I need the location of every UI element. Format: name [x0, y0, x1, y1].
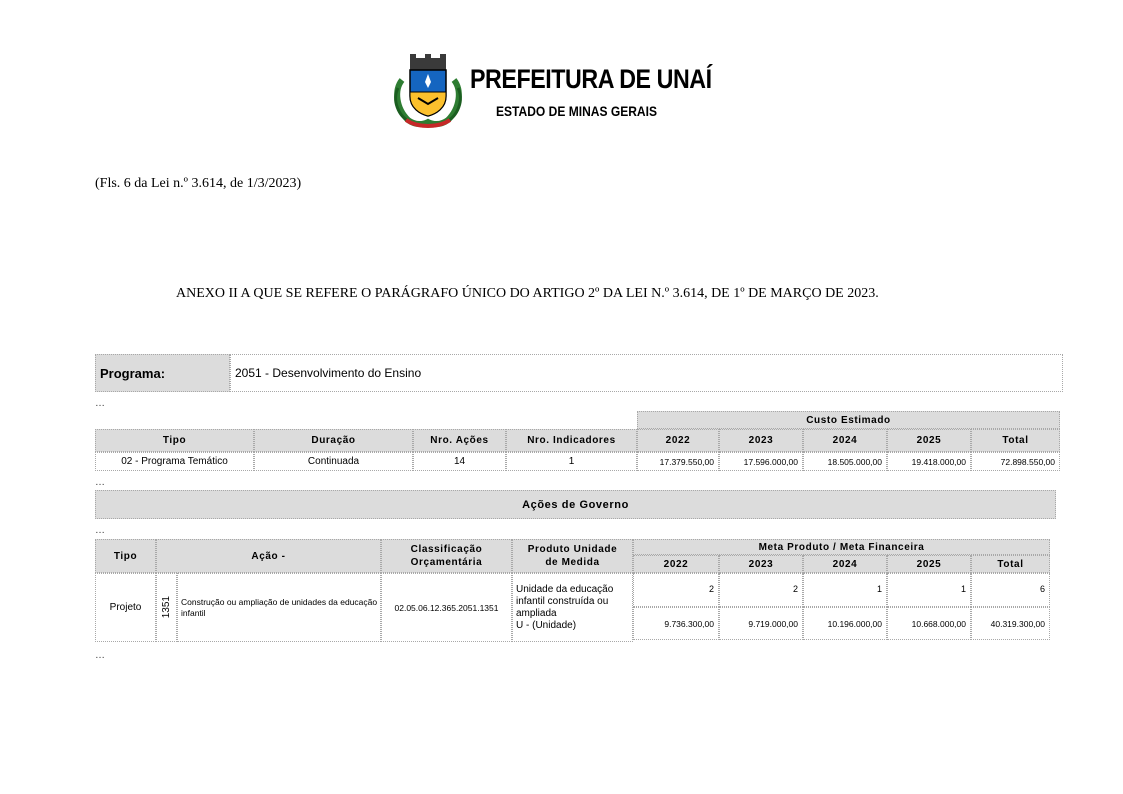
col-header-nro-indicadores: Nro. Indicadores [506, 429, 637, 452]
cell-cost-2025: 19.418.000,00 [887, 452, 971, 471]
meta-financial-2022: 9.736.300,00 [633, 607, 719, 640]
action-code-text: 1351 [161, 596, 172, 619]
col-header-tipo: Tipo [95, 429, 254, 452]
actions-col-meta: Meta Produto / Meta Financeira [633, 539, 1050, 555]
actions-col-tipo: Tipo [95, 539, 156, 573]
meta-col-2023: 2023 [719, 555, 803, 573]
meta-col-total: Total [971, 555, 1050, 573]
cell-cost-total: 72.898.550,00 [971, 452, 1060, 471]
actions-title: Ações de Governo [95, 490, 1056, 519]
meta-financial-2025: 10.668.000,00 [887, 607, 971, 640]
meta-col-2024: 2024 [803, 555, 887, 573]
meta-product-2022: 2 [633, 573, 719, 607]
meta-financial-2023: 9.719.000,00 [719, 607, 803, 640]
ellipsis: … [95, 477, 105, 488]
actions-col-produto: Produto Unidade de Medida [512, 539, 633, 573]
product-name: Unidade da educação infantil construída ou ampliada [516, 583, 614, 619]
cell-cost-2024: 18.505.000,00 [803, 452, 887, 471]
city-hall-title: PREFEITURA DE UNAÍ [470, 64, 712, 94]
action-code [156, 573, 177, 642]
meta-product-2023: 2 [719, 573, 803, 607]
meta-product-total: 6 [971, 573, 1050, 607]
meta-product-2024: 1 [803, 573, 887, 607]
annex-title: ANEXO II A QUE SE REFERE O PARÁGRAFO ÚNICO DO ARTIGO 2º DA LEI N.º 3.614, DE 1º DE MARÇO DE 2023. [176, 286, 879, 301]
col-header-total: Total [971, 429, 1060, 452]
col-header-nro-acoes: Nro. Ações [413, 429, 506, 452]
col-header-duracao: Duração [254, 429, 413, 452]
cell-duracao: Continuada [254, 452, 413, 471]
meta-product-2025: 1 [887, 573, 971, 607]
cell-cost-2022: 17.379.550,00 [637, 452, 719, 471]
ellipsis: … [95, 398, 105, 409]
municipal-seal-icon [388, 50, 468, 130]
actions-col-acao: Ação - [156, 539, 381, 573]
cell-tipo: 02 - Programa Temático [95, 452, 254, 471]
meta-col-2022: 2022 [633, 555, 719, 573]
program-value: 2051 - Desenvolvimento do Ensino [230, 354, 1063, 392]
col-header-2025: 2025 [887, 429, 971, 452]
actions-col-classificacao: Classificação Orçamentária [381, 539, 512, 573]
program-label: Programa: [95, 354, 230, 392]
state-subtitle: ESTADO DE MINAS GERAIS [496, 103, 657, 119]
meta-financial-total: 40.319.300,00 [971, 607, 1050, 640]
col-header-2023: 2023 [719, 429, 803, 452]
cell-nro-indicadores: 1 [506, 452, 637, 471]
meta-financial-2024: 10.196.000,00 [803, 607, 887, 640]
col-header-2024: 2024 [803, 429, 887, 452]
meta-col-2025: 2025 [887, 555, 971, 573]
cell-cost-2023: 17.596.000,00 [719, 452, 803, 471]
action-description: Construção ou ampliação de unidades da educação infantil [177, 573, 381, 642]
folio-reference: (Fls. 6 da Lei n.º 3.614, de 1/3/2023) [95, 176, 302, 191]
cost-estimate-header: Custo Estimado [637, 411, 1060, 429]
col-header-2022: 2022 [637, 429, 719, 452]
ellipsis: … [95, 650, 105, 661]
ellipsis: … [95, 525, 105, 536]
cell-nro-acoes: 14 [413, 452, 506, 471]
action-classification: 02.05.06.12.365.2051.1351 [381, 573, 512, 642]
action-tipo: Projeto [95, 573, 156, 642]
action-product [512, 573, 633, 642]
product-unit: U - (Unidade) [516, 619, 577, 631]
